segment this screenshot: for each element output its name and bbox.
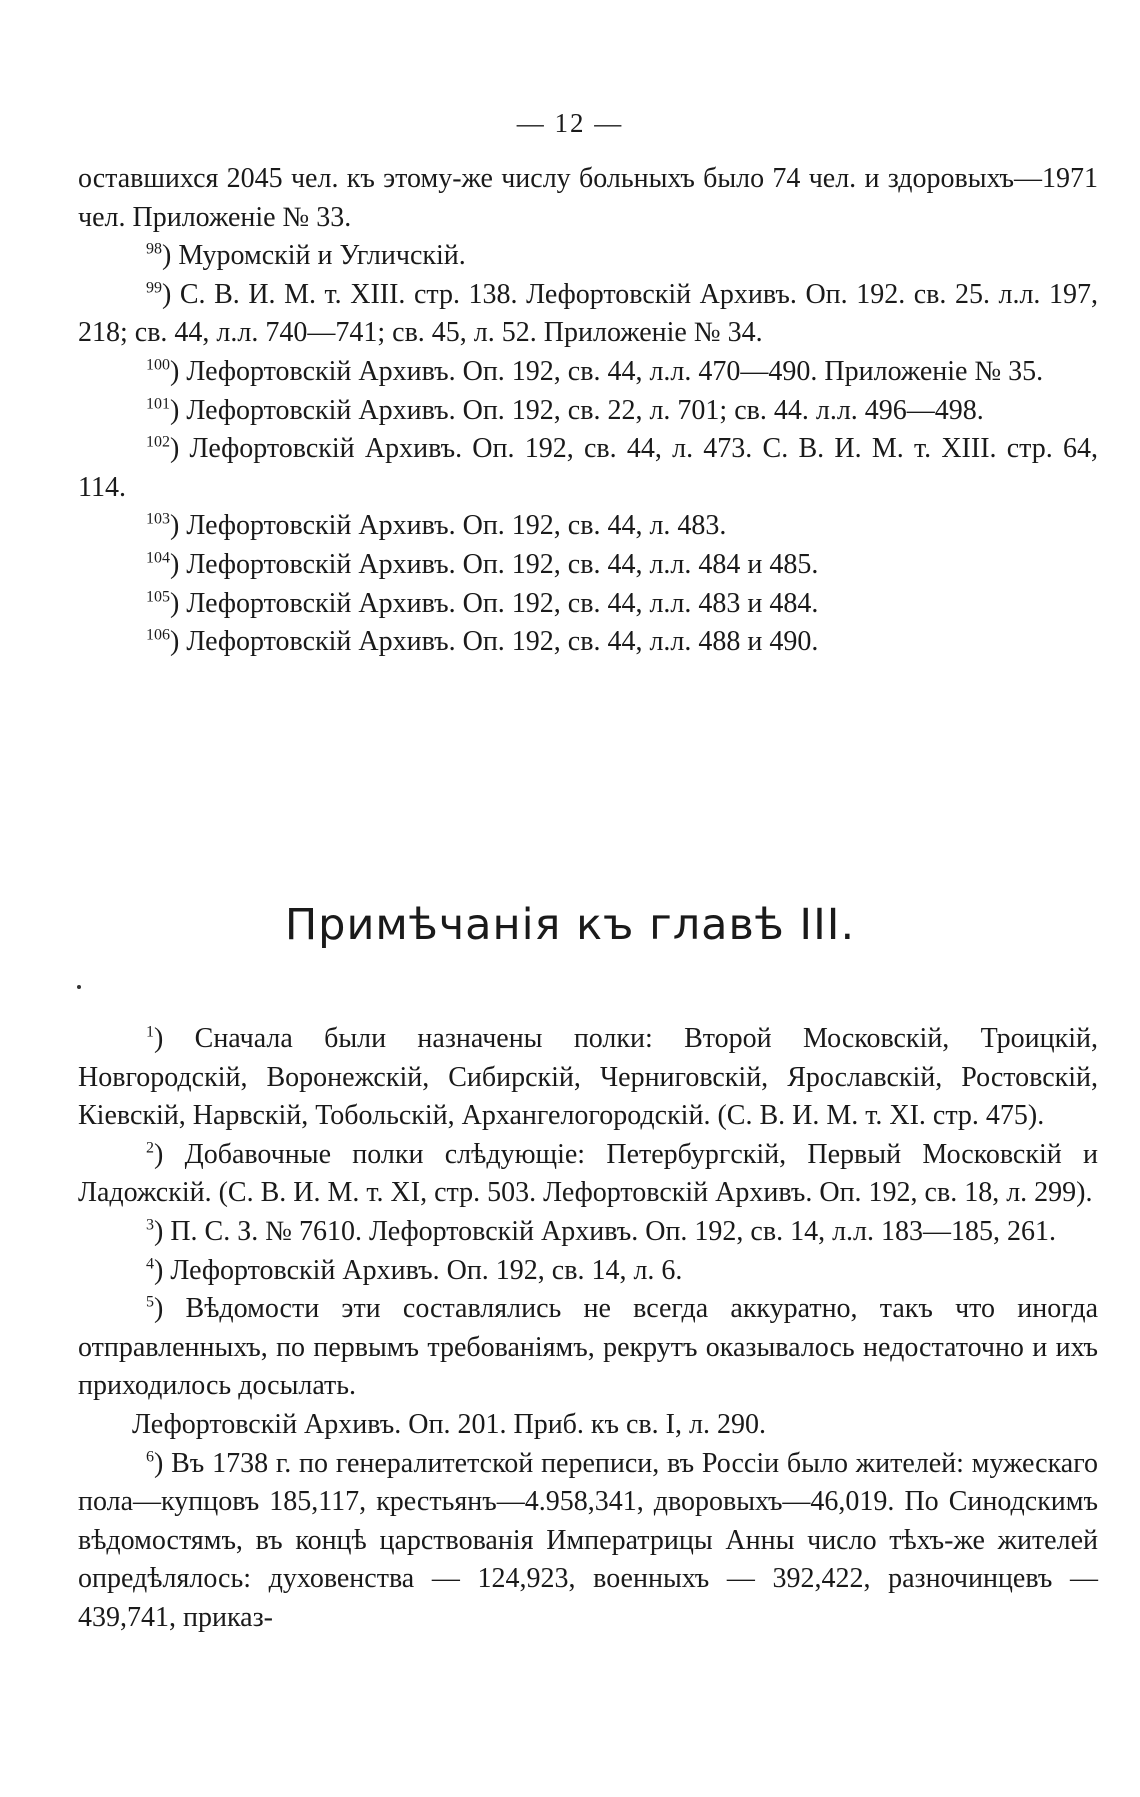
footnote-marker: 2 [146,1139,154,1157]
note-text: ) Лефортовскій Архивъ. Оп. 192, св. 44, л. 483. [170,510,727,542]
note-text: ) Лефортовскій Архивъ. Оп. 192, св. 44, л.л. 483 и 484. [170,587,819,619]
note-continuation [78,160,1098,237]
footnote-101 [78,392,1098,431]
footnote-104 [78,546,1098,585]
footnote-6 [78,1445,1098,1638]
top-notes-block [78,160,1098,662]
note-text: ) Сначала были назначены полки: Второй Московскій, Троицкій, Новгородскій, Воронежскій, Сибирскій, Черниговскій, Ярославскій, Ростовскій, Кіевскій, Нарвскій, Тобольскій, Архангелогородскій. (С. В. И. М. т. XI. стр. 475). [78,1023,1098,1132]
note-text: ) Лефортовскій Архивъ. Оп. 192, св. 44, л.л. 488 и 490. [170,626,819,658]
footnote-4 [78,1252,1098,1291]
footnote-marker: 102 [146,433,170,451]
note-text: ) Лефортовскій Архивъ. Оп. 192, св. 44, л.л. 484 и 485. [170,548,819,580]
note-text: ) Въ 1738 г. по генералитетской переписи, въ Россіи было жителей: мужескаго пола—купцовъ 185,117, крестьянъ—4.958,341, дворовыхъ—46,019. По Синодскимъ вѣдомостямъ, въ концѣ царствованія Императрицы Анны число тѣхъ-же жителей опредѣлялось: духовенства — 124,923, военныхъ — 392,422, разночинцевъ — 439,741, приказ- [78,1447,1098,1633]
footnote-marker: 4 [146,1255,154,1273]
footnote-marker: 1 [146,1023,154,1041]
footnote-marker: 103 [146,511,170,529]
note-text: ) П. С. З. № 7610. Лефортовскій Архивъ. Оп. 192, св. 14, л.л. 183—185, 261. [154,1215,1057,1247]
footnote-99 [78,276,1098,353]
footnote-marker: 105 [146,588,170,606]
page-number: — 12 — [516,108,624,138]
footnote-100 [78,353,1098,392]
note-text: ) Лефортовскій Архивъ. Оп. 192, св. 44, л. 473. С. В. И. М. т. XIII. стр. 64, 114. [78,433,1098,503]
note-text: ) Добавочные полки слѣдующіе: Петербургскій, Первый Московскій и Ладожскій. (С. В. И. М. т. XI, стр. 503. Лефортовскій Архивъ. Оп. 192, св. 18, л. 299). [78,1138,1098,1209]
footnote-marker: 99 [146,279,162,297]
note-text: ) Лефортовскій Архивъ. Оп. 192, св. 22, л. 701; св. 44. л.л. 496—498. [170,394,984,426]
print-speck [77,985,81,989]
note-text: ) Муромскій и Угличскій. [162,240,466,272]
footnote-marker: 104 [146,549,170,567]
note-text: ) Лефортовскій Архивъ. Оп. 192, св. 14, л. 6. [154,1254,683,1286]
footnote-102 [78,430,1098,507]
chapter-notes-block [78,1020,1098,1638]
section-title: Примѣчанія къ главѣ III. [284,900,856,950]
footnote-105 [78,585,1098,624]
archive-reference [78,1406,1098,1445]
footnote-3 [78,1213,1098,1252]
note-text: оставшихся 2045 чел. къ этому-же числу больныхъ было 74 чел. и здоровыхъ—1971 чел. Приложеніе № 33. [78,163,1098,233]
note-text: ) Лефортовскій Архивъ. Оп. 192, св. 44, л.л. 470—490. Приложеніе № 35. [170,355,1044,387]
footnote-1 [78,1020,1098,1136]
footnote-5 [78,1290,1098,1406]
footnote-marker: 101 [146,395,170,413]
note-text: ) С. В. И. М. т. XIII. стр. 138. Лефортовскій Архивъ. Оп. 192. св. 25. л.л. 197, 218; св. 44, л.л. 740—741; св. 45, л. 52. Приложеніе № 34. [78,278,1098,349]
footnote-marker: 98 [146,240,162,258]
note-text: ) Вѣдомости эти составлялись не всегда аккуратно, такъ что иногда отправленныхъ, по первымъ требованіямъ, рекрутъ оказывалось недостаточно и ихъ приходилось досылать. [78,1293,1098,1402]
footnote-marker: 106 [146,626,170,644]
footnote-98 [78,237,1098,276]
footnote-marker: 6 [146,1448,154,1466]
footnote-106 [78,623,1098,662]
footnote-marker: 3 [146,1216,154,1234]
footnote-103 [78,507,1098,546]
note-text: Лефортовскій Архивъ. Оп. 201. Приб. къ св. I, л. 290. [132,1408,766,1440]
footnote-marker: 5 [146,1293,154,1311]
footnote-2 [78,1136,1098,1213]
footnote-marker: 100 [146,356,170,374]
